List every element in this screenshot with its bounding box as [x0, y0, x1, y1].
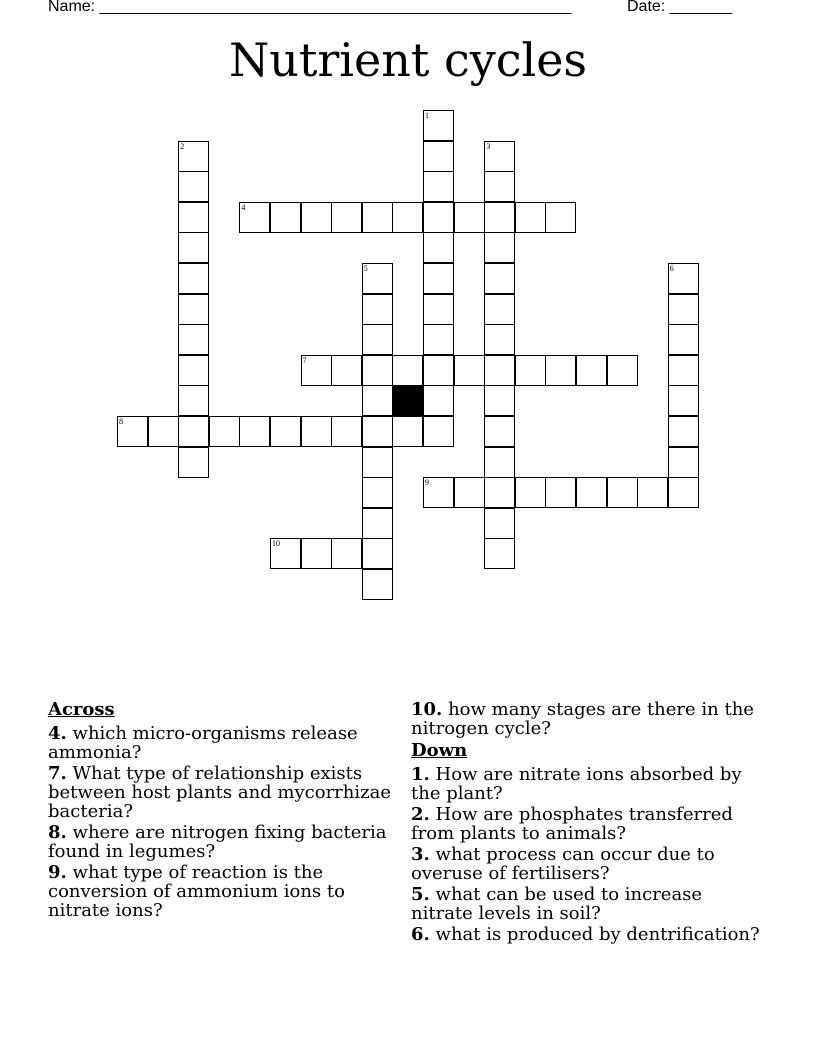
- crossword-cell[interactable]: [270, 202, 301, 233]
- crossword-cell[interactable]: [362, 447, 393, 478]
- crossword-cell[interactable]: [392, 202, 423, 233]
- crossword-cell[interactable]: [270, 538, 301, 569]
- clue-number: 1.: [411, 764, 430, 785]
- crossword-cell[interactable]: [362, 294, 393, 325]
- crossword-cell[interactable]: [331, 538, 362, 569]
- clue-text: How are nitrate ions absorbed by the plant?: [411, 764, 742, 804]
- crossword-cell[interactable]: [331, 416, 362, 447]
- crossword-cell[interactable]: [392, 355, 423, 386]
- crossword-cell[interactable]: [362, 202, 393, 233]
- crossword-cell[interactable]: [668, 294, 699, 325]
- crossword-cell[interactable]: [331, 202, 362, 233]
- crossword-cell[interactable]: [454, 355, 485, 386]
- crossword-cell[interactable]: [423, 232, 454, 263]
- crossword-cell[interactable]: [362, 355, 393, 386]
- crossword-cell[interactable]: [362, 385, 393, 416]
- clue-across-8: [48, 823, 400, 861]
- crossword-cell[interactable]: [454, 202, 485, 233]
- crossword-cell[interactable]: [362, 569, 393, 600]
- down-heading: Down: [411, 740, 468, 761]
- crossword-cell[interactable]: [484, 171, 515, 202]
- crossword-cell[interactable]: [423, 141, 454, 172]
- crossword-cell[interactable]: [209, 416, 240, 447]
- clues-column-right: [411, 700, 761, 946]
- clue-across-10: [411, 700, 761, 738]
- clue-text: which micro-organisms release ammonia?: [48, 723, 358, 763]
- crossword-cell[interactable]: [362, 538, 393, 569]
- crossword-cell[interactable]: [392, 416, 423, 447]
- crossword-cell[interactable]: [178, 171, 209, 202]
- crossword-cell[interactable]: [301, 416, 332, 447]
- page-title: Nutrient cycles: [228, 33, 588, 87]
- crossword-cell[interactable]: [484, 202, 515, 233]
- crossword-cell[interactable]: [178, 447, 209, 478]
- cell-number: 3: [486, 141, 491, 151]
- clue-down-2: [411, 805, 761, 843]
- crossword-cell[interactable]: [423, 263, 454, 294]
- crossword-cell[interactable]: [301, 538, 332, 569]
- clue-text: what type of reaction is the conversion of ammonium ions to nitrate ions?: [48, 862, 345, 921]
- crossword-cell[interactable]: [178, 232, 209, 263]
- crossword-cell[interactable]: [423, 171, 454, 202]
- crossword-cell[interactable]: [362, 324, 393, 355]
- clue-number: 9.: [48, 862, 67, 883]
- clue-down-6: [411, 925, 761, 944]
- clue-down-3: [411, 845, 761, 883]
- crossword-cell[interactable]: [423, 416, 454, 447]
- crossword-cell[interactable]: [178, 263, 209, 294]
- clue-number: 10.: [411, 699, 443, 720]
- clue-text: where are nitrogen fixing bacteria found in legumes?: [48, 822, 387, 862]
- crossword-cell[interactable]: [454, 477, 485, 508]
- clue-number: 8.: [48, 822, 67, 843]
- cell-number: 10: [272, 539, 280, 549]
- crossword-cell[interactable]: [362, 416, 393, 447]
- black-square: [392, 385, 423, 416]
- crossword-cell[interactable]: [178, 294, 209, 325]
- crossword-cell[interactable]: [484, 477, 515, 508]
- cell-number: 6: [669, 264, 674, 273]
- crossword-cell[interactable]: [484, 447, 515, 478]
- crossword-cell[interactable]: [668, 477, 699, 508]
- cell-number: 5: [363, 264, 368, 273]
- crossword-cell[interactable]: [423, 385, 454, 416]
- crossword-cell[interactable]: [423, 110, 454, 141]
- date-field-label: Date: _______: [627, 0, 732, 15]
- clue-number: 6.: [411, 924, 430, 945]
- crossword-cell[interactable]: [545, 202, 576, 233]
- crossword-cell[interactable]: [545, 477, 576, 508]
- crossword-cell[interactable]: [484, 538, 515, 569]
- crossword-cell[interactable]: [576, 355, 607, 386]
- crossword-cell[interactable]: [484, 324, 515, 355]
- clue-down-5: [411, 885, 761, 923]
- crossword-cell[interactable]: [484, 263, 515, 294]
- cell-number: 8: [119, 417, 123, 426]
- crossword-cell[interactable]: [607, 355, 638, 386]
- crossword-cell[interactable]: [148, 416, 179, 447]
- crossword-cell[interactable]: [423, 324, 454, 355]
- crossword-cell[interactable]: [178, 355, 209, 386]
- crossword-cell[interactable]: [668, 385, 699, 416]
- clue-text: what can be used to increase nitrate levels in soil?: [411, 884, 703, 924]
- clue-number: 7.: [48, 763, 67, 784]
- crossword-cell[interactable]: [178, 141, 209, 172]
- crossword-cell[interactable]: [117, 416, 148, 447]
- clue-text: how many stages are there in the nitrogen cycle?: [411, 699, 754, 739]
- clue-number: 4.: [48, 723, 67, 744]
- clues-column-left: [48, 700, 400, 922]
- crossword-cell[interactable]: [484, 232, 515, 263]
- across-heading: Across: [48, 699, 115, 720]
- crossword-cell[interactable]: [607, 477, 638, 508]
- crossword-cell[interactable]: [515, 355, 546, 386]
- crossword-cell[interactable]: [178, 202, 209, 233]
- crossword-cell[interactable]: [668, 416, 699, 447]
- crossword-cell[interactable]: [270, 416, 301, 447]
- crossword-cell[interactable]: [484, 141, 515, 172]
- cell-number: 1: [425, 111, 429, 120]
- crossword-cell[interactable]: [239, 416, 270, 447]
- crossword-cell[interactable]: [515, 202, 546, 233]
- clue-down-1: [411, 765, 761, 803]
- cell-number: 7: [302, 355, 307, 365]
- crossword-cell[interactable]: [484, 508, 515, 539]
- cell-number: 2: [180, 141, 185, 151]
- crossword-cell[interactable]: [484, 294, 515, 325]
- clue-text: what is produced by dentrification?: [435, 924, 760, 945]
- crossword-cell[interactable]: [362, 477, 393, 508]
- crossword-cell[interactable]: [637, 477, 668, 508]
- crossword-cell[interactable]: [423, 477, 454, 508]
- crossword-cell[interactable]: [301, 355, 332, 386]
- clue-text: How are phosphates transferred from plants to animals?: [411, 804, 733, 844]
- crossword-cell[interactable]: [484, 385, 515, 416]
- crossword-cell[interactable]: [331, 355, 362, 386]
- clue-number: 3.: [411, 844, 430, 865]
- crossword-cell[interactable]: [576, 477, 607, 508]
- cell-number: 4: [241, 202, 246, 212]
- crossword-cell[interactable]: [178, 416, 209, 447]
- cell-number: 9: [425, 478, 429, 488]
- clue-text: What type of relationship exists between host plants and mycorrhizae bacteria?: [48, 763, 392, 822]
- crossword-cell[interactable]: [362, 263, 393, 294]
- crossword-cell[interactable]: [423, 294, 454, 325]
- crossword-cell[interactable]: [423, 202, 454, 233]
- crossword-cell[interactable]: [668, 447, 699, 478]
- crossword-cell[interactable]: [484, 416, 515, 447]
- crossword-cell[interactable]: [668, 263, 699, 294]
- crossword-cell[interactable]: [239, 202, 270, 233]
- crossword-cell[interactable]: [484, 355, 515, 386]
- clue-number: 2.: [411, 804, 430, 825]
- crossword-cell[interactable]: [668, 355, 699, 386]
- clue-text: what process can occur due to overuse of fertilisers?: [411, 844, 715, 884]
- crossword-cell[interactable]: [515, 477, 546, 508]
- crossword-cell[interactable]: [178, 385, 209, 416]
- crossword-cell[interactable]: [545, 355, 576, 386]
- clue-across-9: [48, 863, 400, 920]
- clue-across-4: [48, 724, 400, 762]
- name-field-label: Name: _____________________________________________________: [48, 0, 572, 15]
- crossword-cell[interactable]: [362, 508, 393, 539]
- crossword-cell[interactable]: [423, 355, 454, 386]
- clue-across-7: [48, 764, 400, 821]
- crossword-cell[interactable]: [668, 324, 699, 355]
- clue-number: 5.: [411, 884, 430, 905]
- crossword-cell[interactable]: [301, 202, 332, 233]
- crossword-cell[interactable]: [178, 324, 209, 355]
